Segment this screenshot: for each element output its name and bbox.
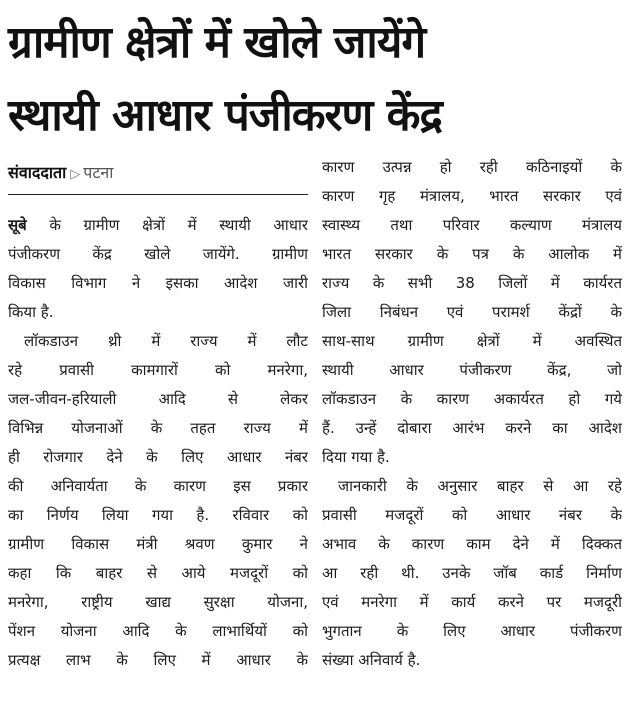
article-line: रहे प्रवासी कामगारों को मनरेगा, <box>8 361 308 379</box>
article-column-left <box>8 211 308 675</box>
article-line: जानकारी के अनुसार बाहर से आ रहे <box>338 477 622 495</box>
headline-line-2: स्थायी आधार पंजीकरण केंद्र <box>8 90 442 141</box>
byline <box>8 160 308 188</box>
article-line: कहा कि बाहर से आये मजदूरों को <box>8 564 308 582</box>
article-line: ग्रामीण विकास मंत्री श्रवण कुमार ने <box>8 535 308 553</box>
article-line: एवं मनरेगा में कार्य करने पर मजदूरी <box>322 593 622 611</box>
article-line: दिया गया है. <box>322 448 390 466</box>
article-line: लॉकडाउन थ्री में राज्य में लौट <box>24 332 308 350</box>
article-line: का निर्णय लिया गया है. रविवार को <box>8 506 308 524</box>
article-line: पंजीकरण केंद्र खोले जायेंगे. ग्रामीण <box>8 245 308 263</box>
article-column-right <box>322 153 622 675</box>
article-line: पेंशन योजना आदि के लाभार्थियों को <box>8 622 308 640</box>
article-line: कारण गृह मंत्रालय, भारत सरकार एवं <box>322 187 622 205</box>
article-line: विकास विभाग ने इसका आदेश जारी <box>8 274 308 292</box>
article-line: हैं. उन्हें दोबारा आरंभ करने का आदेश <box>322 419 622 437</box>
article-line: स्थायी आधार पंजीकरण केंद्र, जो <box>322 361 622 379</box>
article-line: भुगतान के लिए आधार पंजीकरण <box>322 622 622 640</box>
article-line: स्वास्थ्य तथा परिवार कल्याण मंत्रालय <box>322 216 622 234</box>
article-line: राज्य के सभी 38 जिलों में कार्यरत <box>322 274 622 292</box>
article-line: अभाव के कारण काम देने में दिक्कत <box>322 535 622 553</box>
article-line: मनरेगा, राष्ट्रीय खाद्य सुरक्षा योजना, <box>8 593 308 611</box>
article-line: लॉकडाउन के कारण अकार्यरत हो गये <box>322 390 622 408</box>
article-line: कारण उत्पन्न हो रही कठिनाइयों के <box>322 158 622 176</box>
byline-author: संवाददाता <box>8 163 67 182</box>
article-line: ही रोजगार देने के लिए आधार नंबर <box>8 448 308 466</box>
lead-word: सूबे <box>8 216 27 234</box>
article-line: आ रही थी. उनके जॉब कार्ड निर्माण <box>322 564 622 582</box>
triangle-right-icon: ▷ <box>70 167 81 182</box>
byline-divider <box>8 194 308 195</box>
article-line: जल-जीवन-हरियाली आदि से लेकर <box>8 390 308 408</box>
byline-city: पटना <box>83 163 114 182</box>
article-line: प्रत्यक्ष लाभ के लिए में आधार के <box>8 651 308 669</box>
article-line: जिला निबंधन एवं परामर्श केंद्रों के <box>322 303 622 321</box>
article-line: सूबे के ग्रामीण क्षेत्रों में स्थायी आधार <box>8 216 308 234</box>
headline <box>8 6 620 152</box>
article-line: संख्या अनिवार्य है. <box>322 651 421 669</box>
article-line: की अनिवार्यता के कारण इस प्रकार <box>8 477 308 495</box>
article-line: भारत सरकार के पत्र के आलोक में <box>322 245 622 263</box>
article-line: किया है. <box>8 303 54 321</box>
headline-line-1: ग्रामीण क्षेत्रों में खोले जायेंगे <box>8 17 426 68</box>
article-line: प्रवासी मजदूरों को आधार नंबर के <box>322 506 622 524</box>
article-line: विभिन्न योजनाओं के तहत राज्य में <box>8 419 308 437</box>
article-line: साथ-साथ ग्रामीण क्षेत्रों में अवस्थित <box>322 332 622 350</box>
